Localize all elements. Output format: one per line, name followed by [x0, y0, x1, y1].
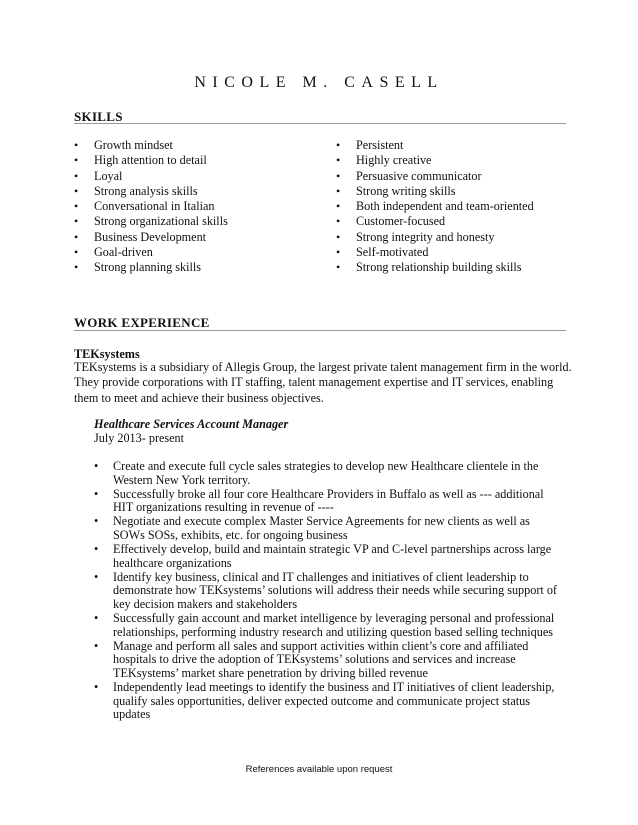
- responsibility-item: • Independently lead meetings to identify the business and IT initiatives of client leadership, qualify sales opportunities, deliver expected outcome and communicate project status updates: [94, 681, 564, 722]
- experience-heading: WORK EXPERIENCE: [74, 315, 210, 330]
- company-description: TEKsystems is a subsidiary of Allegis Group, the largest private talent management firm in the world. They provide corporations with IT staffing, talent management expertise and IT services, enabling them to meet and achieve their business objectives.: [74, 360, 572, 405]
- skill-item: • Growth mindset: [74, 138, 228, 153]
- responsibility-item: • Identify key business, clinical and IT challenges and initiatives of client leadership to demonstrate how TEKsystems’ solutions will address their needs while securing support of key decision makers and stakeholders: [94, 571, 564, 612]
- skill-item: • Business Development: [74, 230, 228, 245]
- skills-divider: [74, 123, 566, 124]
- skill-item: • Highly creative: [336, 153, 534, 168]
- skills-list-left: [74, 138, 228, 275]
- skill-item: • Strong organizational skills: [74, 214, 228, 229]
- skill-item: • Persuasive communicator: [336, 169, 534, 184]
- skill-item: • Customer-focused: [336, 214, 534, 229]
- responsibility-item: • Successfully gain account and market intelligence by leveraging personal and professional relationships, performing industry research and utilizing question based selling techniques: [94, 612, 564, 639]
- skill-item: • Strong relationship building skills: [336, 260, 534, 275]
- candidate-name: NICOLE M. CASELL: [194, 74, 444, 91]
- responsibility-item: • Effectively develop, build and maintain strategic VP and C-level partnerships across large healthcare organizations: [94, 543, 564, 570]
- skill-item: • Persistent: [336, 138, 534, 153]
- skill-item: • Self-motivated: [336, 245, 534, 260]
- responsibility-item: • Create and execute full cycle sales strategies to develop new Healthcare clientele in the Western New York territory.: [94, 460, 564, 487]
- skill-item: • Both independent and team-oriented: [336, 199, 534, 214]
- skills-heading: SKILLS: [74, 109, 123, 124]
- skill-item: • Strong writing skills: [336, 184, 534, 199]
- responsibility-item: • Negotiate and execute complex Master Service Agreements for new clients as well as SOWs SOSs, exhibits, etc. for ongoing business: [94, 515, 564, 542]
- skill-item: • Strong integrity and honesty: [336, 230, 534, 245]
- responsibilities-list: [94, 460, 564, 722]
- skill-item: • High attention to detail: [74, 153, 228, 168]
- skill-item: • Goal-driven: [74, 245, 228, 260]
- skill-item: • Strong analysis skills: [74, 184, 228, 199]
- job-dates: July 2013- present: [94, 431, 185, 445]
- responsibility-item: • Manage and perform all sales and support activities within client’s core and affiliated hospitals to drive the adoption of TEKsystems’ solutions and services and increase TEKsystems’ market share penetration by driving billed revenue: [94, 640, 564, 681]
- company-name: TEKsystems: [74, 347, 140, 361]
- references-note: References available upon request: [245, 764, 393, 775]
- skill-item: • Strong planning skills: [74, 260, 228, 275]
- skill-item: • Loyal: [74, 169, 228, 184]
- skill-item: • Conversational in Italian: [74, 199, 228, 214]
- skills-list-right: [336, 138, 534, 275]
- responsibility-item: • Successfully broke all four core Healthcare Providers in Buffalo as well as --- additional HIT organizations resulting in revenue of ----: [94, 488, 564, 515]
- experience-divider: [74, 330, 566, 331]
- job-title: Healthcare Services Account Manager: [94, 417, 289, 431]
